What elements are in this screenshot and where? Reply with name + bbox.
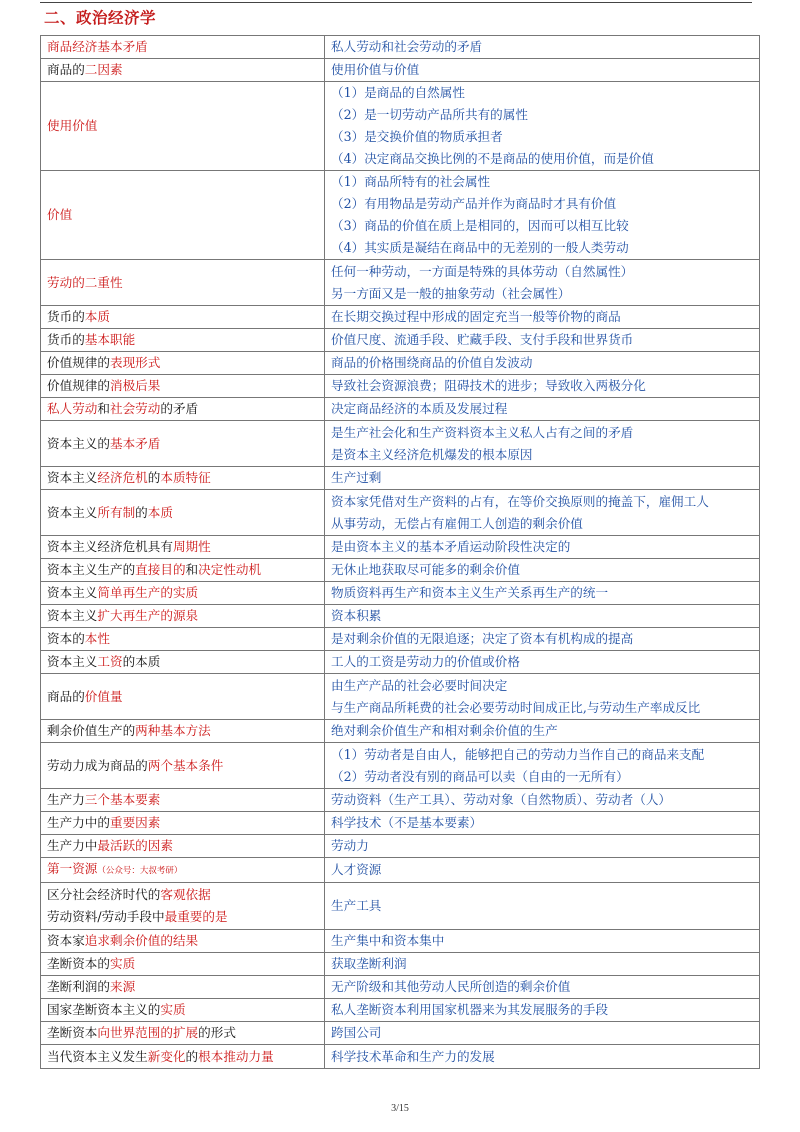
term-segment: 所有制 [97, 504, 136, 520]
definition-cell [325, 953, 760, 976]
term-segment: 三个基本要素 [84, 792, 161, 807]
term-segment: 新变化 [147, 1048, 186, 1064]
definition-line: 是对剩余价值的无限追逐；决定了资本有机构成的提高 [331, 631, 634, 646]
table-row [41, 398, 760, 421]
definition-line: 任何一种劳动，一方面是特殊的具体劳动（自然属性） [331, 263, 634, 279]
term-cell [41, 59, 325, 82]
term-segment: 资本主义 [47, 470, 98, 485]
table-row [41, 976, 760, 999]
definition-line: 科学技术（不是基本要素） [331, 815, 483, 830]
definition-cell [325, 398, 760, 421]
term-segment: 向世界范围的扩展 [97, 1025, 199, 1040]
term-segment: 资本主义 [47, 504, 98, 520]
term-segment: 价值 [47, 207, 73, 222]
term-segment: 当代资本主义发生 [47, 1048, 148, 1064]
definition-cell [325, 720, 760, 743]
term-segment: 资本主义 [47, 608, 98, 623]
table-row [41, 36, 760, 59]
term-segment: 简单再生产的实质 [97, 585, 199, 600]
table-row [41, 651, 760, 674]
definition-line: 从事劳动，无偿占有雇佣工人创造的剩余价值 [331, 515, 583, 531]
definition-cell [325, 59, 760, 82]
term-segment: 资本主义生产的 [47, 562, 136, 577]
table-row [41, 674, 760, 720]
table-row [41, 628, 760, 651]
table-row [41, 743, 760, 789]
term-segment: 追求剩余价值的结果 [84, 933, 199, 948]
term-cell [41, 1045, 325, 1069]
table-row [41, 536, 760, 559]
term-segment: 实质 [160, 1002, 186, 1017]
politics-economics-table [40, 35, 760, 1069]
definition-line: 科学技术革命和生产力的发展 [331, 1048, 495, 1064]
term-segment: 价值量 [84, 688, 123, 704]
term-segment: 价值规律的 [47, 355, 110, 370]
term-segment: 实质 [109, 956, 136, 971]
definition-cell [325, 306, 760, 329]
table-row [41, 375, 760, 398]
definition-line: 绝对剩余价值生产和相对剩余价值的生产 [331, 723, 558, 738]
term-cell [41, 858, 325, 883]
definition-line: 资本积累 [331, 608, 382, 623]
table-row [41, 1045, 760, 1069]
table-row [41, 171, 760, 260]
table-row [41, 582, 760, 605]
definition-cell [325, 651, 760, 674]
term-segment: 的 [185, 1048, 199, 1064]
definition-cell [325, 329, 760, 352]
definition-line: （2）是一切劳动产品所共有的属性 [331, 107, 528, 122]
term-segment: 货币的 [47, 309, 85, 324]
definition-line: （3）是交换价值的物质承担者 [331, 129, 503, 144]
term-cell [41, 306, 325, 329]
table-row [41, 789, 760, 812]
table-row [41, 720, 760, 743]
term-segment: 和 [185, 562, 199, 577]
term-segment: 基本矛盾 [109, 435, 161, 451]
definition-line: 是资本主义经济危机爆发的根本原因 [331, 446, 533, 462]
definition-cell [325, 352, 760, 375]
term-cell [41, 674, 325, 720]
term-cell [41, 1022, 325, 1045]
table-row [41, 82, 760, 171]
definition-line: （2）劳动者没有别的商品可以卖（自由的一无所有） [331, 768, 629, 784]
term-cell [41, 490, 325, 536]
table-row [41, 329, 760, 352]
definition-line: 生产过剩 [331, 470, 382, 485]
term-cell [41, 421, 325, 467]
definition-line: 劳动资料（生产工具）、劳动对象（自然物质）、劳动者（人） [331, 792, 672, 807]
definition-line: 在长期交换过程中形成的固定充当一般等价物的商品 [331, 309, 621, 324]
term-segment: 的形式 [198, 1025, 236, 1040]
table-row [41, 352, 760, 375]
term-segment: 劳动的二重性 [47, 274, 123, 290]
term-segment: 第一资源 [47, 861, 98, 876]
table-row [41, 467, 760, 490]
term-segment: 资本主义 [47, 585, 98, 600]
term-cell [41, 883, 325, 930]
term-segment: 本质 [147, 504, 173, 520]
term-segment: 货币的 [47, 332, 85, 347]
term-segment: 消极后果 [109, 378, 161, 393]
term-segment: 扩大再生产的源泉 [97, 608, 199, 623]
definition-line: 获取垄断利润 [331, 956, 407, 971]
term-segment: 生产力中的 [47, 815, 110, 830]
term-segment: 资本主义经济危机具有 [47, 539, 173, 554]
definition-cell [325, 559, 760, 582]
term-segment: 商品的 [47, 62, 85, 77]
page-number: 3/15 [391, 1103, 409, 1114]
term-segment: 重要因素 [109, 815, 161, 830]
term-cell [41, 628, 325, 651]
definition-cell [325, 743, 760, 789]
term-segment: 的本质 [122, 654, 161, 669]
term-line [47, 906, 318, 928]
definition-cell [325, 375, 760, 398]
table-row [41, 835, 760, 858]
definition-line: 商品的价格围绕商品的价值自发波动 [331, 355, 533, 370]
term-segment: 二因素 [84, 62, 123, 77]
table-row [41, 559, 760, 582]
table-row [41, 59, 760, 82]
definition-line: 资本家凭借对生产资料的占有，在等价交换原则的掩盖下，雇佣工人 [331, 493, 709, 509]
definition-cell [325, 930, 760, 953]
term-cell [41, 536, 325, 559]
table-row [41, 306, 760, 329]
definition-line: 导致社会资源浪费；阻碍技术的进步；导致收入两极分化 [331, 378, 646, 393]
term-cell [41, 953, 325, 976]
term-segment: （公众号：大叔考研） [97, 866, 183, 876]
term-segment: 资本的 [47, 631, 85, 646]
term-cell [41, 582, 325, 605]
table-row [41, 421, 760, 467]
definition-cell [325, 835, 760, 858]
table-row [41, 858, 760, 883]
definition-cell [325, 536, 760, 559]
term-segment: 最重要的是 [164, 909, 228, 924]
definition-line: （1）商品所特有的社会属性 [331, 174, 491, 189]
definition-line: 私人劳动和社会劳动的矛盾 [331, 39, 483, 54]
term-segment: 生产力 [47, 792, 85, 807]
term-segment: 决定性动机 [198, 562, 262, 577]
term-segment: 国家垄断资本主义的 [47, 1002, 161, 1017]
term-segment: 垄断资本 [47, 1025, 98, 1040]
definition-line: 由生产产品的社会必要时间决定 [331, 677, 508, 693]
table-row [41, 1022, 760, 1045]
term-segment: 根本推动力量 [198, 1048, 274, 1064]
term-segment: 的 [147, 470, 161, 485]
section-title: 二、政治经济学 [44, 8, 157, 27]
definition-line: （4）决定商品交换比例的不是商品的使用价值，而是价值 [331, 151, 654, 166]
definition-cell [325, 82, 760, 171]
term-segment: 社会劳动 [109, 401, 161, 416]
table-row [41, 812, 760, 835]
table-row [41, 490, 760, 536]
definition-cell [325, 171, 760, 260]
definition-line: 是生产社会化和生产资料资本主义私人占有之间的矛盾 [331, 424, 634, 440]
table-row [41, 953, 760, 976]
term-segment: 生产力中 [47, 838, 98, 853]
definition-cell [325, 490, 760, 536]
definition-cell [325, 674, 760, 720]
definition-cell [325, 260, 760, 306]
term-segment: 劳动力成为商品的 [47, 757, 148, 773]
definition-line: 决定商品经济的本质及发展过程 [331, 401, 508, 416]
term-cell [41, 36, 325, 59]
term-segment: 垄断资本的 [47, 956, 110, 971]
definition-line: 工人的工资是劳动力的价值或价格 [331, 654, 520, 669]
term-cell [41, 375, 325, 398]
table-row [41, 930, 760, 953]
definition-cell [325, 421, 760, 467]
definition-cell [325, 999, 760, 1022]
term-cell [41, 651, 325, 674]
term-segment: 资本主义的 [47, 435, 110, 451]
term-cell [41, 720, 325, 743]
definition-cell [325, 789, 760, 812]
table-row [41, 999, 760, 1022]
definition-line: 无产阶级和其他劳动人民所创造的剩余价值 [331, 979, 571, 994]
term-segment: 的矛盾 [160, 401, 199, 416]
term-segment: 商品经济基本矛盾 [47, 39, 148, 54]
term-segment: 使用价值 [47, 118, 98, 133]
table-row [41, 605, 760, 628]
definition-cell [325, 858, 760, 883]
term-cell [41, 976, 325, 999]
term-segment: 价值规律的 [47, 378, 110, 393]
table-row [41, 883, 760, 930]
definition-line: 使用价值与价值 [331, 62, 420, 77]
definition-cell [325, 883, 760, 930]
term-segment: 剩余价值生产的 [47, 723, 136, 738]
definition-line: 人才资源 [331, 862, 382, 877]
term-cell [41, 999, 325, 1022]
definition-line: 与生产商品所耗费的社会必要劳动时间成正比,与劳动生产率成反比 [331, 699, 701, 715]
term-segment: 私人劳动 [47, 401, 98, 416]
definition-line: 跨国公司 [331, 1025, 382, 1040]
term-segment: 来源 [109, 979, 136, 994]
term-segment: 基本职能 [84, 332, 136, 347]
top-rule [40, 2, 752, 3]
term-segment: 资本家 [47, 933, 85, 948]
definition-line: （4）其实质是凝结在商品中的无差别的一般人类劳动 [331, 240, 629, 255]
term-segment: 最活跃的因素 [97, 838, 173, 853]
term-segment: 直接目的 [135, 562, 186, 577]
definition-cell [325, 36, 760, 59]
term-cell [41, 329, 325, 352]
definition-cell [325, 628, 760, 651]
term-cell [41, 743, 325, 789]
term-cell [41, 605, 325, 628]
term-segment: 两种基本方法 [135, 723, 211, 738]
term-cell [41, 82, 325, 171]
definition-cell [325, 467, 760, 490]
definition-cell [325, 605, 760, 628]
term-cell [41, 398, 325, 421]
term-segment: 工资 [97, 654, 123, 669]
definition-line: 价值尺度、流通手段、贮藏手段、支付手段和世界货币 [331, 332, 634, 347]
term-cell [41, 835, 325, 858]
definition-cell [325, 1022, 760, 1045]
term-segment: 两个基本条件 [147, 757, 224, 773]
term-segment: 和 [97, 401, 110, 416]
term-segment: 区分社会经济时代的 [47, 887, 161, 902]
term-segment: 垄断利润的 [47, 979, 110, 994]
definition-cell [325, 582, 760, 605]
term-cell [41, 260, 325, 306]
term-segment: 周期性 [172, 539, 211, 554]
term-cell [41, 171, 325, 260]
term-segment: 客观依据 [160, 887, 211, 902]
table-row [41, 260, 760, 306]
term-cell [41, 812, 325, 835]
term-segment: 资本主义 [47, 654, 98, 669]
term-cell [41, 559, 325, 582]
definition-cell [325, 976, 760, 999]
term-segment: 本质 [84, 309, 110, 324]
definition-line: 生产集中和资本集中 [331, 933, 445, 948]
definition-line: 劳动力 [331, 838, 369, 853]
term-line [47, 884, 318, 906]
definition-line: 是由资本主义的基本矛盾运动阶段性决定的 [331, 539, 571, 554]
definition-line: （2）有用物品是劳动产品并作为商品时才具有价值 [331, 196, 617, 211]
term-cell [41, 352, 325, 375]
term-segment: 劳动资料/劳动手段中 [47, 909, 165, 924]
definition-line: 生产工具 [331, 898, 382, 913]
definition-cell [325, 1045, 760, 1069]
definition-line: 另一方面又是一般的抽象劳动（社会属性） [331, 285, 571, 301]
definition-line: 物质资料再生产和资本主义生产关系再生产的统一 [331, 585, 609, 600]
term-cell [41, 789, 325, 812]
term-segment: 商品的 [47, 688, 85, 704]
term-segment: 本质特征 [160, 470, 211, 485]
term-cell [41, 930, 325, 953]
definition-line: （1）是商品的自然属性 [331, 85, 465, 100]
definition-line: 私人垄断资本利用国家机器来为其发展服务的手段 [331, 1002, 609, 1017]
term-segment: 表现形式 [109, 355, 161, 370]
term-segment: 本性 [84, 631, 110, 646]
definition-line: （1）劳动者是自由人，能够把自己的劳动力当作自己的商品来支配 [331, 746, 705, 762]
definition-line: （3）商品的价值在质上是相同的，因而可以相互比较 [331, 218, 629, 233]
term-segment: 经济危机 [97, 470, 148, 485]
definition-line: 无休止地获取尽可能多的剩余价值 [331, 562, 520, 577]
term-segment: 的 [135, 504, 148, 520]
definition-cell [325, 812, 760, 835]
term-cell [41, 467, 325, 490]
